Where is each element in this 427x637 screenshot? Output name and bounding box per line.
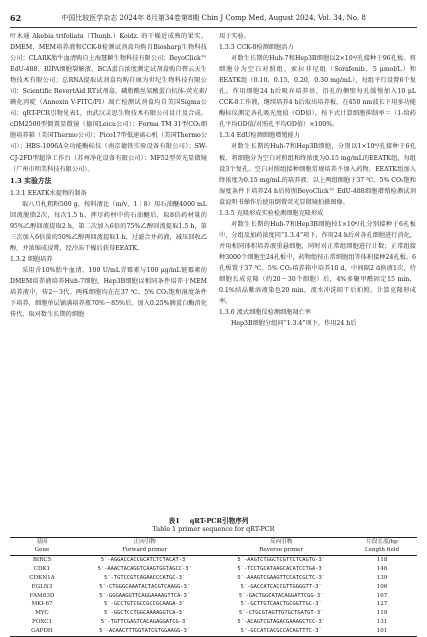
table-row — [10, 618, 417, 627]
section-heading: 1.3.4 EdU检测细胞增殖能力 — [219, 132, 300, 140]
section-heading: 1.3.3 CCK-8检测细胞活力 — [219, 44, 294, 52]
reverse-primer-cell: 5′-GACTGGCATACAGGATTCGG-3′ — [238, 592, 324, 599]
section-heading: 1.3.6 流式细胞仪检测细胞凋亡率 — [219, 309, 311, 317]
reverse-primer-cell: 5′-CTGCGTAGTTGTGCTGATGT-3′ — [238, 610, 324, 617]
column-header: Gene — [10, 547, 74, 556]
reverse-primer-cell: 5′-TCCTGCATAAGCACATCCTGA-3′ — [237, 566, 325, 573]
table-caption-label: 表1 — [168, 517, 180, 525]
reverse-primer-cell: 5′-GACCATCACCGTTGGGGTT-3′ — [240, 583, 322, 590]
forward-primer-cell: 5′-GGCTCCTGGCAAAAGGTCA-3′ — [104, 610, 186, 617]
length-cell: 167 — [376, 592, 388, 599]
section-heading: 1.3.2 细胞培养 — [10, 255, 53, 263]
page-number: 62 — [10, 13, 22, 23]
column-header: Reverse primer — [215, 547, 347, 556]
reverse-primer-cell: 5′-GCTTGTCAACTGCGGTTGC-3′ — [240, 601, 322, 608]
left-column — [10, 31, 207, 320]
forward-primer-cell: 5′-GGGAAGGTTCAGGAAAAGTTCA-3′ — [99, 592, 191, 599]
length-cell: 101 — [347, 627, 417, 636]
table-row — [10, 609, 417, 618]
table-caption — [0, 515, 427, 534]
paragraph: 取八月札粗粉500 g，按料液比（m/v，1∶8）用石油醚4000 mL回流脱脂2次，每次1.5 h，挥尽药材中的石油醚后，取8倍药材量的95%乙醇回流提取2 h，第二次加入6倍的75%乙醇回流提取1.5 h，第三次加入6倍量的50%乙醇再回流提取1 h，过滤合并药液，减压回收乙醇，并浓缩成浸膏，经冷冻干燥后获得EEATK。 — [10, 200, 207, 252]
table-caption-en: Table 1 primer sequence for qRT-PCR — [152, 525, 275, 533]
paragraph: 对数生长期的Huh-7和Hep3B细胞以2×10⁴/孔接种于96孔板。将细胞分为空白对照组、索拉非尼组（Sorafenib，5 μmol/L）和EEATK组（0.10，0.15，0.20，0.30 mg/mL），每组平行设置6个复孔。作用细胞24 h后吸弃培养基，沿孔的侧壁每孔缓慢加入10 μL CCK-8工作液，继续培养4 h后取出培养板，在450 nm波长下用多功能酶标仪测定各孔吸光度值（OD值），按下式计算细胞抑制率＝（1-给药孔平均OD值/对照孔平均OD值）×100%。 — [219, 55, 416, 129]
table-header-zh — [10, 538, 417, 547]
length-cell: 139 — [376, 574, 388, 581]
reverse-primer-cell: 5′-GCCATCACGCCACAGTTTC-3′ — [215, 627, 347, 636]
reverse-primer-cell: 5′-ACAGTCGTAGACGAAAGCTCC-3′ — [237, 619, 325, 626]
length-cell: 119 — [376, 610, 388, 617]
reverse-primer-cell: 5′-AAGTCTGGCTCGTTCTCAGTG-3′ — [237, 557, 325, 564]
gene-cell: GAPDH — [10, 627, 74, 636]
table-row — [10, 583, 417, 592]
primer-table — [10, 537, 417, 637]
gene-cell: FAM83D — [29, 592, 55, 599]
section-heading: 1.3.5 克隆形成实验检测细胞克隆形成 — [219, 209, 324, 217]
table-row — [10, 600, 417, 609]
forward-primer-cell: 5′-ACAACTTTGGTATCGTGGAAGG-3′ — [74, 627, 215, 636]
forward-primer-cell: 5′-TGTTCGAGTCACAGAGGATCG-3′ — [100, 619, 189, 626]
column-header: Forward primer — [74, 547, 215, 556]
length-cell: 106 — [376, 583, 388, 590]
length-cell: 148 — [376, 566, 388, 573]
column-header: Length field — [347, 547, 417, 556]
table-row — [10, 556, 417, 565]
gene-cell: BIRC5 — [32, 557, 52, 564]
table-header-en — [10, 547, 417, 556]
paragraph: 对数生长期的Huh-7和Hep3B细胞按1×10⁶/孔分别接种于6孔板中，分组及加药浓度同“1.3.4”项下，作用24 h后对各孔细胞进行消化，并用相同体积培养液重悬细胞，同时对正常组细胞进行计数；正常组接种3000个细胞至24孔板中，药物组按正常细胞组等体积接种24孔板。6孔板置于37 ℃、5% CO₂培养箱中培养10 d，中间隔2 d换液1次，待细胞长成克隆（约20～30个细胞）后，4%多聚甲醛固定15 min，0.1%结晶紫溶液染色20 min，流水冲洗晾干后拍照，计算克隆形成率。 — [219, 220, 416, 306]
table-row — [10, 627, 417, 636]
gene-cell: CDK1 — [33, 566, 51, 573]
gene-cell: FOXC1 — [31, 619, 53, 626]
column-header: 正向引物 — [74, 538, 215, 547]
table-body — [10, 556, 417, 637]
forward-primer-cell: 5′-TGTCCGTCAGAACCCATGC-3′ — [104, 574, 186, 581]
forward-primer-cell: 5′-AAACTACAGGTCAAGTGGTAGCC-3′ — [97, 566, 192, 573]
paragraph: 用于实验。 — [219, 33, 250, 40]
header-rule — [10, 27, 417, 28]
gene-cell: MKI-67 — [31, 601, 53, 608]
length-cell: 127 — [376, 601, 388, 608]
table-caption-zh: qRT-PCR引物序列 — [189, 517, 249, 525]
forward-primer-cell: 5′-CTGGGCAAATACTACGTCAAGG-3′ — [99, 583, 191, 590]
gene-cell: CDKN1A — [29, 574, 55, 581]
length-cell: 131 — [376, 619, 388, 626]
table-row — [10, 574, 417, 583]
length-cell: 118 — [376, 557, 388, 564]
forward-primer-cell: 5′-AGGACCACCGCATCTCTACAT-3′ — [100, 557, 189, 564]
journal-citation: 中国比较医学杂志 2024年 8月第34卷第8期 Chin J Comp Med, August 2024, Vol. 34, No. 8 — [61, 14, 366, 22]
column-header: 基因 — [10, 538, 74, 547]
reverse-primer-cell: 5′-AAAGTCGAAGTTCCATCGCTC-3′ — [237, 574, 325, 581]
paragraph: 叶木通 Akebia trifoliata（Thunb.）Koidz. 的干燥近成熟的果实。DMEM、MEM培养液和CCK-8检测试剂盒均购自Biosharp生物科技公司；CLARK胎牛血清购自上海慧颖生物科技有限公司；BeyoClick™ EdU-488、RIPA细胞裂解液、BCA蛋白浓度测定试剂盒购自碧云天生物技术有限公司；总RNA提取试剂盒均购自康为世纪生物科技有限公司；Scientific RevertAid RT试剂盒、磷脂酰丝氨酸蛋白抗体-荧光素/碘化丙啶（Annexin V-FITC/PI）凋亡检测试剂盒均自美国Sigma公司；qRT-PCR引物见表1，由武汉灵思生物技术有限公司设计及合成。cDM2500型倒置显微镜（德国Leica公司）；Forma TM 31型CO₂细胞培养箱（美国Thermo公司）；Pico17型低速离心机（美国Thermo公司）；HBS-1096A全功能酶标仪（南京德铁实验设备有限公司）；SW-CJ-2FD型超净工作台（苏州净化设备有限公司）；MF52型荧光显微镜（广州市明美科技有限公司）。 — [10, 33, 207, 173]
section-heading: 1.3.1 EEATK水提物的制备 — [10, 189, 87, 197]
paragraph: 采用含10%胎牛血清、100 U/mL青霉素与100 μg/mL链霉素的DMEM培养液培养Huh-7细胞，Hep3B细胞以相同条件培养于MEM培养液中，传2～3代。两株细胞均在在37 ℃、5% CO₂饱和湿度条件下培养，细胞单层铺满培养瓶70%～85%后，加入0.25%胰蛋白酶消化传代，取对数生长期的细胞 — [10, 266, 207, 319]
forward-primer-cell: 5′-GCCTGTCGCCGCCGCAAGA-3′ — [104, 601, 186, 608]
table-row — [10, 565, 417, 574]
right-column — [219, 31, 416, 329]
section-heading: 1.3 实验方法 — [10, 176, 52, 185]
table-row — [10, 592, 417, 601]
paragraph: Hep3B细胞分组同“1.3.4”项下，作用24 h后 — [231, 320, 357, 328]
gene-cell: MYC — [35, 610, 49, 617]
column-header: 片段长度/bp — [347, 538, 417, 547]
gene-cell: EGLN3 — [31, 583, 53, 590]
paragraph: 对数生长期的Huh-7和Hep3B细胞，分别以1×10⁶/孔接种于6孔板，将细胞分为空白对照组和终浓度为0.15 mg/mL的EEATK组，每组设3个复孔。空白对照组接种细胞常规培养不加入药物，EEATK组加入终浓度为0.15 mg/mL的培养液；以上两组细胞于37 ℃、5% CO₂饱和湿度条件下培养24 h后按照BeyoClick™ EdU-488细胞增殖检测试剂盒说明书操作后使用倒置荧光显微镜拍摄图像。 — [219, 143, 416, 206]
running-header — [10, 12, 417, 24]
column-header: 反向引物 — [215, 538, 347, 547]
